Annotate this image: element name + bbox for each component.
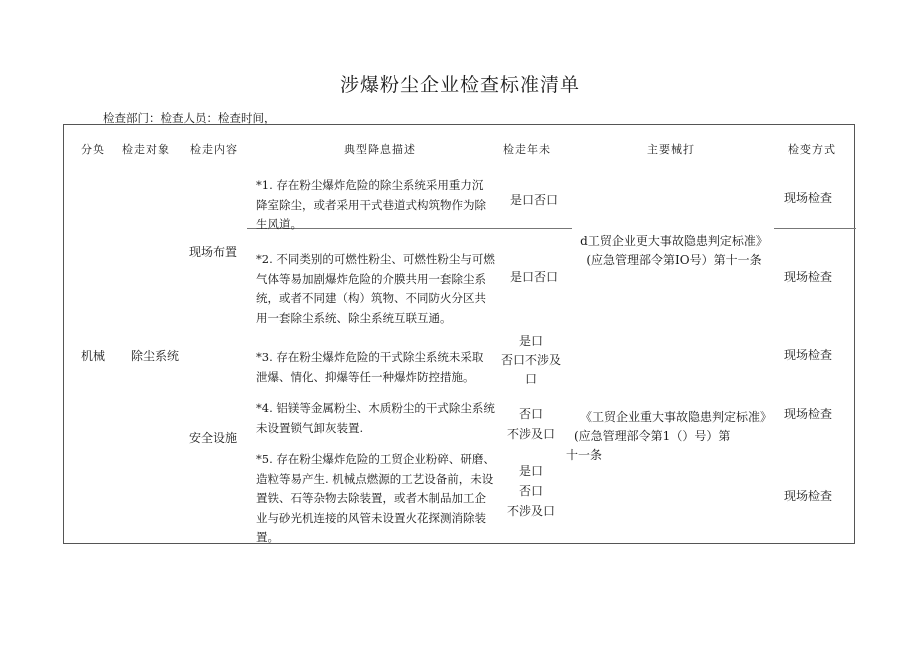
category-cell: 机械 [81,349,106,363]
result-checkbox-group[interactable] [501,332,561,389]
description-line: *5. 存在粉尘爆炸危险的工贸企业粉碎、研磨、 [256,452,495,466]
description-line: *2. 不同类别的可燃性粉尘、可燃性粉尘与可燃 [256,252,495,266]
inspection-meta-line: 检查部门：检查人员：检查时间， [103,111,276,125]
inspection-table [63,124,855,544]
result-line: 否口 [518,484,543,498]
result-checkbox-group[interactable] [501,404,561,444]
method-cell: 现场检查 [784,191,833,205]
description-line: 生风道。 [256,217,302,231]
hazard-description [256,250,495,328]
method-cell: 现场检查 [784,270,833,284]
result-line: 是口否口 [510,270,559,284]
row-divider [557,228,572,229]
description-line: *1. 存在粉尘爆炸危险的除尘系统采用重力沉 [256,178,484,192]
hazard-description [256,450,495,548]
header-method: 检变方式 [788,143,836,156]
header-description: 典型降息描述 [344,143,416,156]
result-line: 是口 [518,334,543,348]
result-line: 不涉及口 [506,427,555,441]
header-result: 检走年未 [503,143,551,156]
description-line: *4. 铝镁等金属粉尘、木质粉尘的干式除尘系统 [256,401,495,415]
header-category: 分奂 [81,143,105,156]
result-line: 口 [524,372,537,386]
description-line: 泄爆、情化、抑爆等任一种爆炸防控措施。 [256,369,475,384]
result-checkbox-group[interactable] [501,461,561,521]
result-checkbox-group[interactable] [510,269,558,285]
method-cell: 现场检查 [784,407,833,421]
result-checkbox-group[interactable] [510,192,558,208]
basis-line: 十一条 [566,448,603,462]
description-line: *3. 存在粉尘爆炸危险的干式除尘系统未采取 [256,350,484,364]
description-line: 气体等易加剧爆炸危险的介膜共用一套除尘系 [256,271,486,286]
description-line: 用一套除尘系统、除尘系统互联互通。 [256,310,452,325]
method-cell: 现场检查 [784,489,833,503]
content-safety-facility: 安全设施 [189,431,238,445]
result-line: 否口不涉及 [501,353,562,367]
hazard-description [256,176,486,235]
result-line: 否口 [518,407,543,421]
hazard-description [256,348,483,387]
basis-line: (应急管理部令第IO号）第十一条 [586,253,762,267]
method-cell: 现场检查 [784,348,833,362]
description-line: 置。 [256,530,279,544]
description-line: 造粒等易产生. 机械点燃源的工艺设备前，未设 [256,471,494,486]
result-line: 是口 [518,464,543,478]
header-content: 检走内容 [190,143,238,156]
object-cell: 除尘系统 [131,349,180,363]
result-line: 不涉及口 [506,504,555,518]
description-line: 未设置锁气卸灰装置. [256,420,364,435]
header-basis: 主要械打 [647,143,695,156]
regulation-basis [574,232,774,270]
content-site-layout: 现场布置 [189,245,238,259]
header-object: 检走对象 [122,143,170,156]
hazard-description [256,399,495,438]
description-line: 业与砂光机连接的风管未设置火花探测消除装 [256,510,486,525]
row-divider [774,228,856,229]
basis-line: (应急管理部令第1（）号）第 [574,429,731,443]
description-line: 降室除尘，或者采用干式巷道式构筑物作为除 [256,197,486,212]
basis-line: d工贸企业更大事故隐患判定标准》 [580,234,768,248]
description-line: 置铁、石等杂物去除装置，或者木制品加工企 [256,491,486,505]
result-line: 是口否口 [510,193,559,207]
regulation-basis [566,408,776,465]
basis-line: 《工贸企业重大事故隐患判定标准》 [580,410,773,424]
page-title: 涉爆粉尘企业检查标准清单 [339,74,580,96]
description-line: 统，或者不同建（构）筑物、不同防火分区共 [256,291,486,305]
